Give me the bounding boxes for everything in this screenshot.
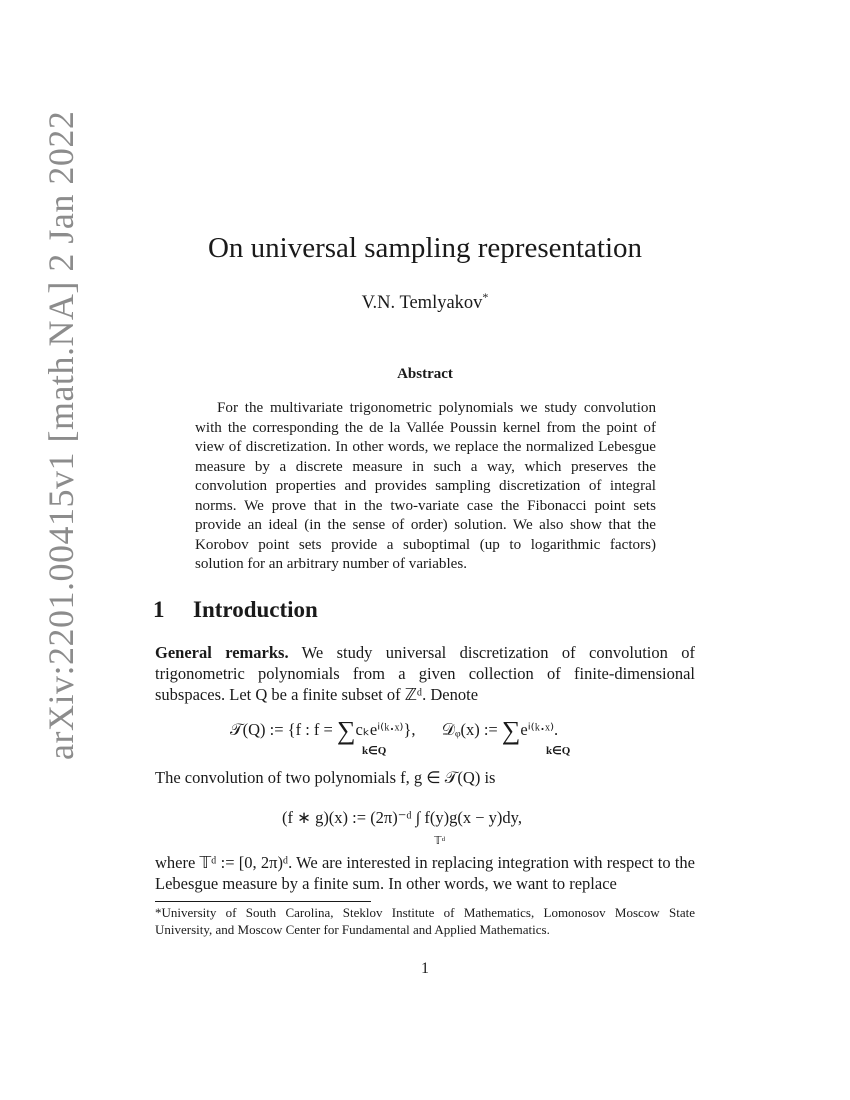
section-title: Introduction bbox=[193, 597, 318, 622]
equation-polynomial-space bbox=[230, 712, 650, 758]
sum-symbol: ∑ bbox=[501, 716, 521, 745]
footnote-affiliation: *University of South Carolina, Steklov Institute of Mathematics, Lomonosov Moscow State University, and Moscow Center for Fundamental and Applied Mathematics. bbox=[155, 905, 695, 937]
equation-right-lhs: 𝒟ᵩ(x) := bbox=[441, 720, 502, 739]
paragraph-general-remarks bbox=[155, 642, 695, 705]
paragraph-torus-definition: where 𝕋ᵈ := [0, 2π)ᵈ. We are interested in replacing integration with respect to the Lebesgue measure by a finite sum. In other words, we want to replace bbox=[155, 853, 695, 893]
arxiv-identifier: arXiv:2201.00415v1 [math.NA] 2 Jan 2022 bbox=[41, 110, 81, 760]
paragraph-text: We study universal discretization of convolution of trigonometric polynomials from a given collection of finite-dimensional subspaces. Let Q be a finite subset of ℤᵈ. Denote bbox=[155, 643, 695, 704]
sum-symbol: ∑ bbox=[336, 716, 356, 745]
equation-right-rhs: eⁱ⁽ᵏ‧ˣ⁾. bbox=[520, 720, 559, 739]
sum-index: k∈Q bbox=[546, 745, 571, 757]
page-number: 1 bbox=[421, 960, 429, 977]
sum-index: k∈Q bbox=[362, 745, 387, 757]
section-heading bbox=[153, 597, 318, 623]
equation-convolution-text: (f ∗ g)(x) := (2π)⁻ᵈ ∫ f(y)g(x − y)dy, bbox=[282, 808, 522, 827]
section-number: 1 bbox=[153, 597, 165, 622]
equation-left-rhs: cₖeⁱ⁽ᵏ‧ˣ⁾}, bbox=[355, 720, 416, 739]
paper-title: On universal sampling representation bbox=[207, 232, 643, 264]
footnote-divider bbox=[155, 901, 371, 902]
equation-left-lhs: 𝒯(Q) := {f : f = bbox=[230, 720, 337, 739]
abstract-text: For the multivariate trigonometric polynomials we study convolution with the corresponding the de la Vallée Poussin kernel from the point of view of discretization. In other words, we replace the normalized Lebesgue measure by a discrete measure in such a way, which preserves the convolution properties and provides sampling discretization of integral norms. We prove that in the two-variate case the Fibonacci point sets provide an ideal (in the sense of order) solution. We also show that the Korobov point sets provide a suboptimal (up to logarithmic factors) solution for an arbitrary number of variables. bbox=[195, 400, 656, 572]
abstract-heading: Abstract bbox=[397, 366, 453, 382]
paragraph-lead: General remarks. bbox=[155, 643, 289, 662]
paragraph-convolution-intro: The convolution of two polynomials f, g ∈ 𝒯(Q) is bbox=[155, 768, 496, 787]
equation-convolution bbox=[282, 808, 582, 850]
author-footnote-mark: * bbox=[482, 290, 489, 304]
author-name: V.N. Temlyakov bbox=[361, 293, 483, 314]
author-line bbox=[0, 290, 850, 314]
integral-domain: 𝕋ᵈ bbox=[434, 835, 446, 847]
